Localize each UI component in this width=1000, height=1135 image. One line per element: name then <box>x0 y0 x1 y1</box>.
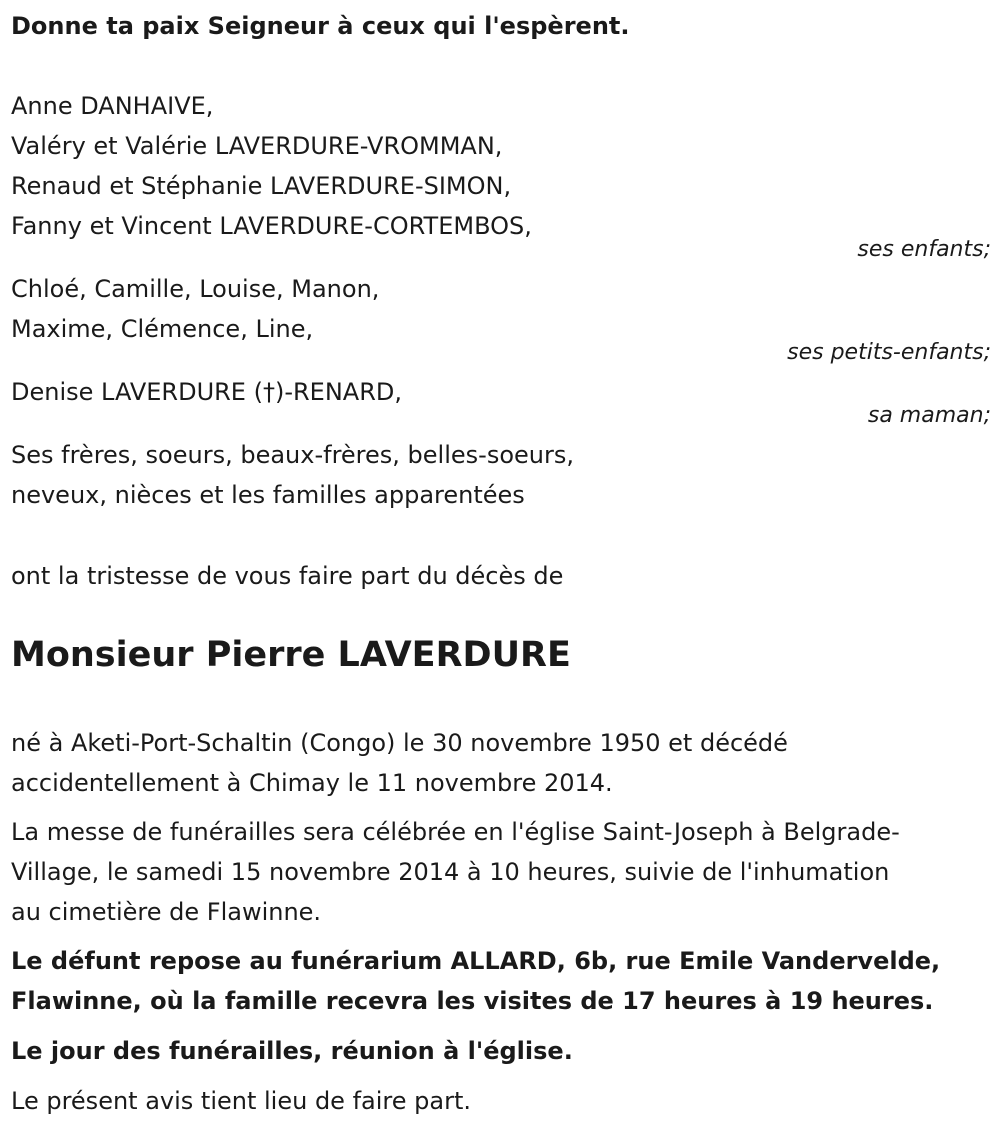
relatives-line: Ses frères, soeurs, beaux-frères, belles-soeurs, <box>11 441 574 469</box>
mother-name: Denise LAVERDURE (†)-RENARD, <box>11 378 402 406</box>
relatives-line: neveux, nièces et les familles apparentées <box>11 481 525 509</box>
closing-text: Le présent avis tient lieu de faire part. <box>11 1087 471 1115</box>
grandchildren-role: ses petits-enfants; <box>787 340 991 365</box>
funerarium-line: Flawinne, où la famille recevra les visites de 17 heures à 19 heures. <box>11 987 934 1015</box>
deceased-name: Monsieur Pierre LAVERDURE <box>11 635 571 675</box>
child-line: Anne DANHAIVE, <box>11 92 214 120</box>
birth-death-line: né à Aketi-Port-Schaltin (Congo) le 30 novembre 1950 et décédé <box>11 729 788 757</box>
grandchild-line: Chloé, Camille, Louise, Manon, <box>11 275 380 303</box>
funeral-day-text: Le jour des funérailles, réunion à l'église. <box>11 1037 573 1065</box>
birth-death-line: accidentellement à Chimay le 11 novembre 2014. <box>11 769 613 797</box>
epigraph: Donne ta paix Seigneur à ceux qui l'espèrent. <box>11 12 630 40</box>
child-line: Renaud et Stéphanie LAVERDURE-SIMON, <box>11 172 512 200</box>
child-line: Valéry et Valérie LAVERDURE-VROMMAN, <box>11 132 503 160</box>
funeral-mass-line: au cimetière de Flawinne. <box>11 898 322 926</box>
funeral-mass-line: Village, le samedi 15 novembre 2014 à 10 heures, suivie de l'inhumation <box>11 858 890 886</box>
grandchild-line: Maxime, Clémence, Line, <box>11 315 314 343</box>
funerarium-line: Le défunt repose au funérarium ALLARD, 6b, rue Emile Vandervelde, <box>11 947 941 975</box>
children-role: ses enfants; <box>857 237 991 262</box>
child-line: Fanny et Vincent LAVERDURE-CORTEMBOS, <box>11 212 532 240</box>
announcement-text: ont la tristesse de vous faire part du décès de <box>11 562 564 590</box>
funeral-mass-line: La messe de funérailles sera célébrée en l'église Saint-Joseph à Belgrade- <box>11 818 900 846</box>
mother-role: sa maman; <box>867 403 991 428</box>
death-notice <box>11 0 991 1135</box>
